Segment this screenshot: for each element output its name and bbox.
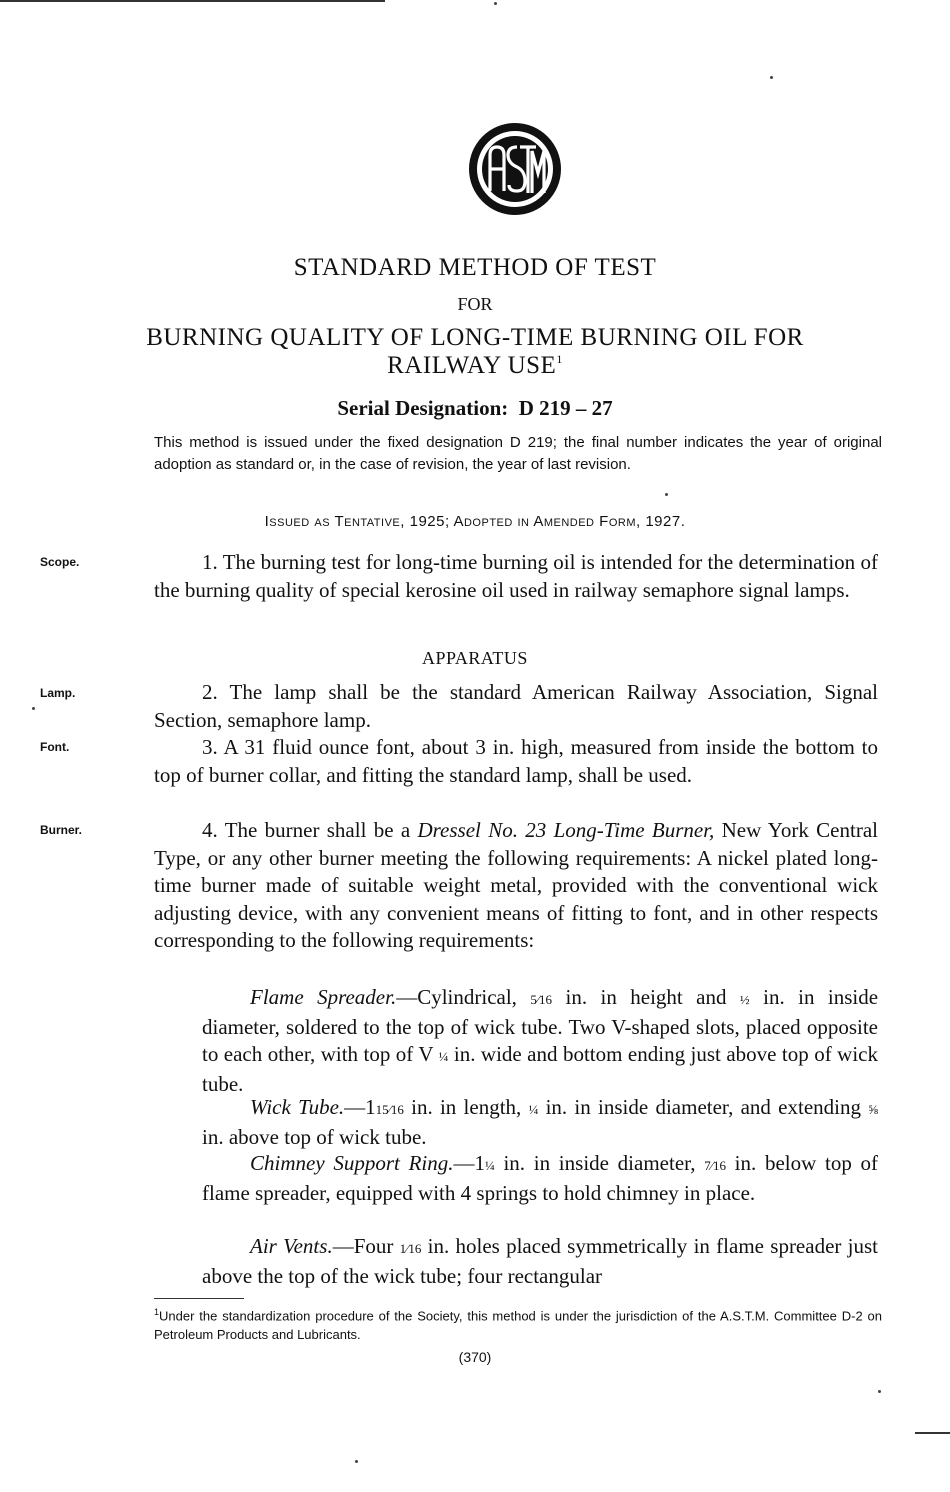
speck: [878, 1390, 881, 1393]
wick-f2: ¼: [528, 1102, 539, 1117]
title-footnote-mark: 1: [556, 352, 563, 366]
speck: [494, 2, 497, 5]
footnote-mark: 1: [154, 1307, 160, 1317]
flame-t4: in. wide and bottom ending just above top of wick tube.: [202, 1042, 878, 1096]
logo-text: ASTM: [515, 213, 518, 214]
p1-number: 1.: [202, 550, 218, 574]
paragraph-3: [154, 734, 878, 789]
serial-value: D 219 – 27: [518, 396, 613, 420]
paragraph-1: [154, 549, 878, 604]
air-vents-paragraph: [202, 1233, 878, 1290]
footnote: [154, 1303, 882, 1344]
designation-note: This method is issued under the fixed designation D 219; the final number indicates the year of original adoption as standard or, in the case of revision, the year of last revision.: [154, 434, 882, 473]
title-line-2: FOR: [457, 294, 493, 314]
serial-label: Serial Designation:: [337, 396, 509, 420]
p2-number: 2.: [202, 680, 218, 704]
page-number: (370): [458, 1349, 492, 1365]
paragraph-2: [154, 679, 878, 734]
apparatus-heading: APPARATUS: [422, 648, 528, 668]
flame-t3: in. in inside diameter, soldered to the top of wick tube. Two V-shaped slots, placed opposite to each other, with top of V: [202, 985, 879, 1066]
footnote-text: Under the standardization procedure of the Society, this method is under the jurisdiction of the A.S.T.M. Committee D-2 on Petroleum Products and Lubricants.: [154, 1308, 882, 1343]
p4-number: 4.: [202, 818, 218, 842]
speck: [665, 493, 668, 496]
footnote-rule: [154, 1298, 244, 1299]
flame-spreader-paragraph: [202, 984, 878, 1098]
p2-text: The lamp shall be the standard American Railway Association, Signal Section, semaphore lamp.: [154, 680, 879, 732]
wick-heading: Wick Tube.: [250, 1095, 345, 1119]
air-f1: 1⁄16: [399, 1241, 422, 1256]
p1-text: The burning test for long-time burning oil is intended for the determination of the burning quality of special kerosine oil used in railway semaphore signal lamps.: [154, 550, 878, 602]
bottom-edge-mark: [915, 1432, 950, 1434]
speck: [770, 76, 773, 79]
chimney-ring-paragraph: [202, 1150, 878, 1207]
air-t2: in. holes placed symmetrically in flame spreader just above the top of the wick tube; four rectangular: [202, 1234, 879, 1288]
flame-f1: 5⁄16: [530, 992, 553, 1007]
chimney-f1: ¼: [485, 1158, 495, 1173]
chimney-t1: —1: [453, 1151, 485, 1175]
wick-t4: in. above top of wick tube.: [202, 1124, 427, 1149]
flame-f2: ½: [739, 992, 750, 1007]
air-t1: —Four: [332, 1234, 394, 1258]
paragraph-4: [154, 817, 878, 955]
p3-text: A 31 fluid ounce font, about 3 in. high, measured from inside the bottom to top of burner collar, and fitting the standard lamp, shall be used.: [154, 735, 879, 787]
speck: [32, 707, 35, 710]
side-label-lamp: Lamp.: [40, 686, 76, 700]
wick-f1: 15⁄16: [375, 1102, 404, 1117]
chimney-heading: Chimney Support Ring.: [250, 1151, 454, 1175]
wick-t2: in. in length,: [411, 1095, 522, 1119]
wick-tube-paragraph: [202, 1094, 878, 1151]
top-edge-rule: [0, 0, 385, 2]
title-line-4: [0, 352, 950, 380]
chimney-t2: in. in inside diameter,: [503, 1151, 696, 1175]
p3-number: 3.: [202, 735, 218, 759]
flame-t1: —Cylindrical,: [396, 985, 517, 1009]
chimney-t3: in. below top of flame spreader, equipped with 4 springs to hold chimney in place.: [202, 1151, 879, 1205]
flame-t2: in. in height and: [565, 985, 727, 1009]
side-label-font: Font.: [40, 740, 70, 754]
flame-heading: Flame Spreader.: [250, 985, 397, 1009]
p4-post: New York Central Type, or any other burner meeting the following requirements: A nickel plated long-time burner made of suitable weight metal, provided with the conventional wick adjusting device, with any convenient means of fitting to font, and in other respects corresponding to the following requirements:: [154, 818, 878, 952]
flame-f3: ¼: [438, 1049, 449, 1064]
chimney-f2: 7⁄16: [704, 1158, 726, 1173]
serial-designation: [0, 396, 950, 421]
speck: [355, 1460, 358, 1463]
astm-logo-icon: [467, 121, 563, 217]
wick-t3: in. in inside diameter, and extending: [545, 1095, 861, 1119]
p4-pre: The burner shall be a: [224, 818, 411, 842]
side-label-burner: Burner.: [40, 823, 83, 837]
air-heading: Air Vents.: [250, 1234, 333, 1258]
p4-italic: Dressel No. 23 Long-Time Burner,: [417, 818, 715, 842]
title-line-4-text: RAILWAY USE: [387, 352, 557, 379]
title-line-3: BURNING QUALITY OF LONG-TIME BURNING OIL FOR: [146, 324, 804, 351]
title-line-1: STANDARD METHOD OF TEST: [293, 254, 657, 281]
wick-f3: ⅝: [868, 1102, 878, 1117]
wick-t1: —1: [344, 1095, 376, 1119]
issued-line: Issued as Tentative, 1925; Adopted in Amended Form, 1927.: [264, 513, 686, 530]
side-label-scope: Scope.: [40, 555, 80, 569]
